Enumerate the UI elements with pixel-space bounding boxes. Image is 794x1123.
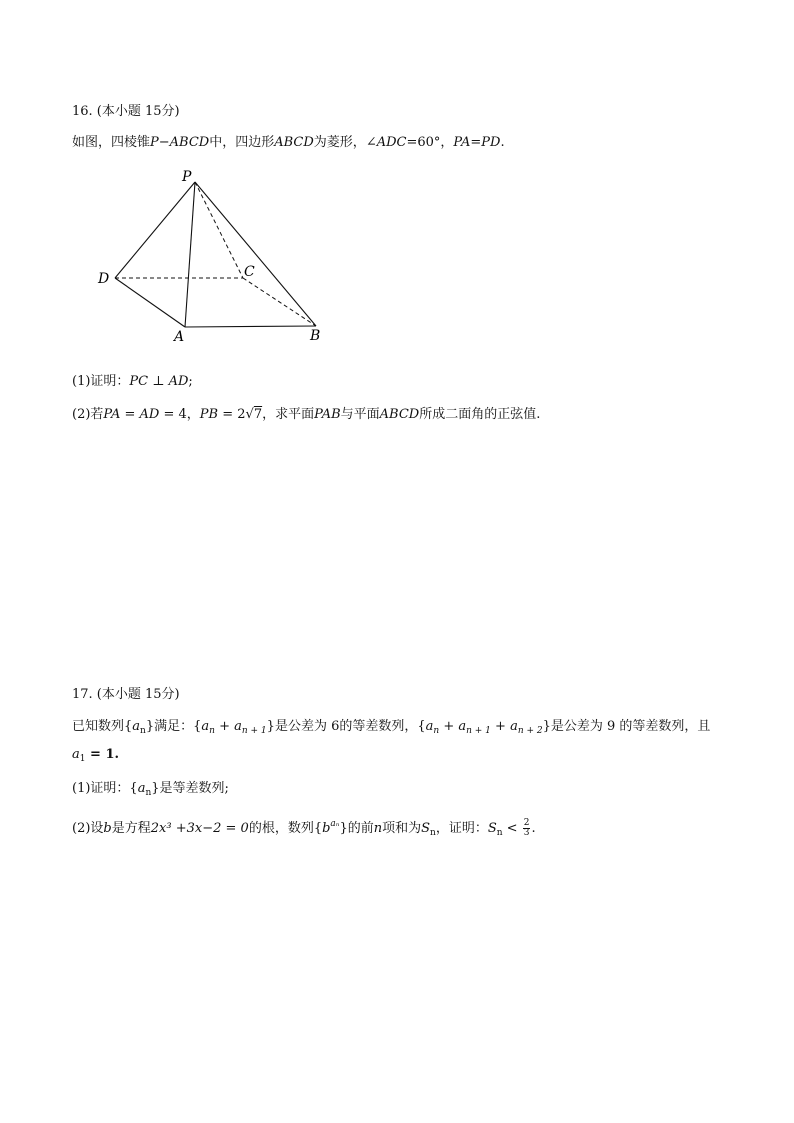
q16-stem-pd: PD (481, 135, 501, 150)
q17-part2-mid3: }的前 (339, 821, 374, 836)
q16-part2-eq1: = (120, 407, 140, 422)
q17-part1-end: }是等差数列; (151, 781, 229, 796)
q17-part2-lt: < (502, 821, 522, 836)
q17-stem-a: 已知数列{ (72, 719, 133, 734)
edge-da (115, 278, 185, 327)
q16-part2 (72, 406, 540, 424)
q16-part2-mid2: 与平面 (340, 407, 380, 422)
q16-stem-pa: PA (453, 135, 471, 150)
q17-part1-a: a (137, 781, 146, 796)
q17-part1-n: n (145, 788, 152, 798)
pyramid-figure (90, 162, 340, 347)
q16-part2-eq2: = 4， (159, 407, 200, 422)
q17-part1-prefix: (1)证明：{ (72, 781, 138, 796)
q17-condition (72, 746, 119, 768)
q16-part2-pab: PAB (314, 407, 341, 422)
q17-cond-eq: = 1. (85, 747, 120, 762)
q17-stem-n: n (140, 726, 146, 736)
q16-stem-end: . (500, 135, 505, 150)
q17-stem-d: }是公差为 9 的等差数列，且 (542, 719, 711, 734)
q17-part2-mid5: ，证明： (435, 821, 488, 836)
q16-part1 (72, 373, 193, 391)
q17-seq1: $a_n + a_{n + 1}$ (201, 719, 267, 736)
q16-stem-text-1: 如图，四棱锥 (72, 135, 151, 150)
q17-cond-sub1: 1 (79, 754, 86, 764)
q17-part2-mid4: 项和为 (382, 821, 422, 836)
q17-stem (72, 718, 710, 740)
q16-part2-pb: PB (199, 407, 219, 422)
label-d: D (98, 271, 110, 287)
q16-header: 16. (本小题 15分) (72, 104, 180, 119)
q17-part2 (72, 815, 536, 842)
q16-part2-mid1: ，求平面 (262, 407, 315, 422)
q16-stem-angle: ∠ADC (365, 135, 407, 150)
q16-part2-end: 所成二面角的正弦值. (419, 407, 541, 422)
label-c: C (244, 264, 255, 280)
q17-part2-sn: n (430, 828, 436, 838)
q16-part1-prefix: (1)证明： (72, 374, 130, 389)
q16-part2-eq3: = 2 (218, 407, 246, 422)
q17-part2-mid1: 是方程 (111, 821, 151, 836)
q17-stem-b: }满足：{ (145, 719, 202, 734)
q17-seq2: $a_n + a_{n + 1} + a_{n + 2}$ (425, 719, 543, 736)
q16-part2-prefix: (2)若 (72, 407, 104, 422)
q16-part2-ad: AD (139, 407, 160, 422)
label-a: A (174, 329, 185, 345)
q16-part2-sqrt: 7 (253, 407, 263, 422)
q16-part2-pa: PA (103, 407, 121, 422)
q17-part2-b: b (103, 821, 112, 836)
q16-stem-eq2: = (470, 135, 482, 150)
fraction-two-thirds (523, 819, 531, 838)
q16-part2-abcd: ABCD (379, 407, 420, 422)
sqrt-symbol: √ (245, 407, 254, 422)
edge-pd (115, 182, 195, 278)
q17-part2-nvar: n (373, 821, 383, 836)
q16-stem-text-2: 中，四边形 (209, 135, 275, 150)
edge-pb (195, 182, 316, 326)
q17-cond-a1: a (72, 747, 80, 762)
q17-stem-c: }是公差为 6的等差数列，{ (266, 719, 426, 734)
q17-part2-eq: 2x³ +3x−2 = 0 (150, 821, 249, 836)
q17-part1 (72, 780, 229, 802)
fraction-denominator: 3 (523, 828, 530, 838)
q16-part1-expr: PC ⊥ AD (129, 374, 189, 389)
edge-pa (185, 182, 195, 327)
edge-ab (185, 326, 316, 327)
edge-cb (243, 278, 316, 326)
q17-part2-end: . (531, 821, 536, 836)
fraction-numerator: 2 (523, 818, 530, 828)
q17-part2-s: S (421, 821, 431, 836)
q16-stem-text-3: 为菱形， (313, 135, 366, 150)
q17-part2-b2: b (322, 821, 331, 836)
q16-part1-end: ; (188, 374, 193, 389)
q17-part2-mid2: 的根，数列{ (248, 821, 323, 836)
q17-part2-exp: aₙ (330, 819, 340, 829)
q17-part2-sn2: n (496, 828, 503, 838)
label-b: B (310, 328, 321, 344)
label-p: P (182, 169, 192, 185)
q17-stem-an: a (132, 719, 141, 734)
q17-part2-prefix: (2)设 (72, 821, 104, 836)
q16-stem-quad: ABCD (274, 135, 314, 150)
q16-stem-eq1: =60°， (406, 135, 454, 150)
q16-stem (72, 134, 505, 152)
q16-stem-pyramid: P−ABCD (150, 135, 210, 150)
q17-part2-s2: S (487, 821, 497, 836)
q17-header: 17. (本小题 15分) (72, 687, 180, 702)
